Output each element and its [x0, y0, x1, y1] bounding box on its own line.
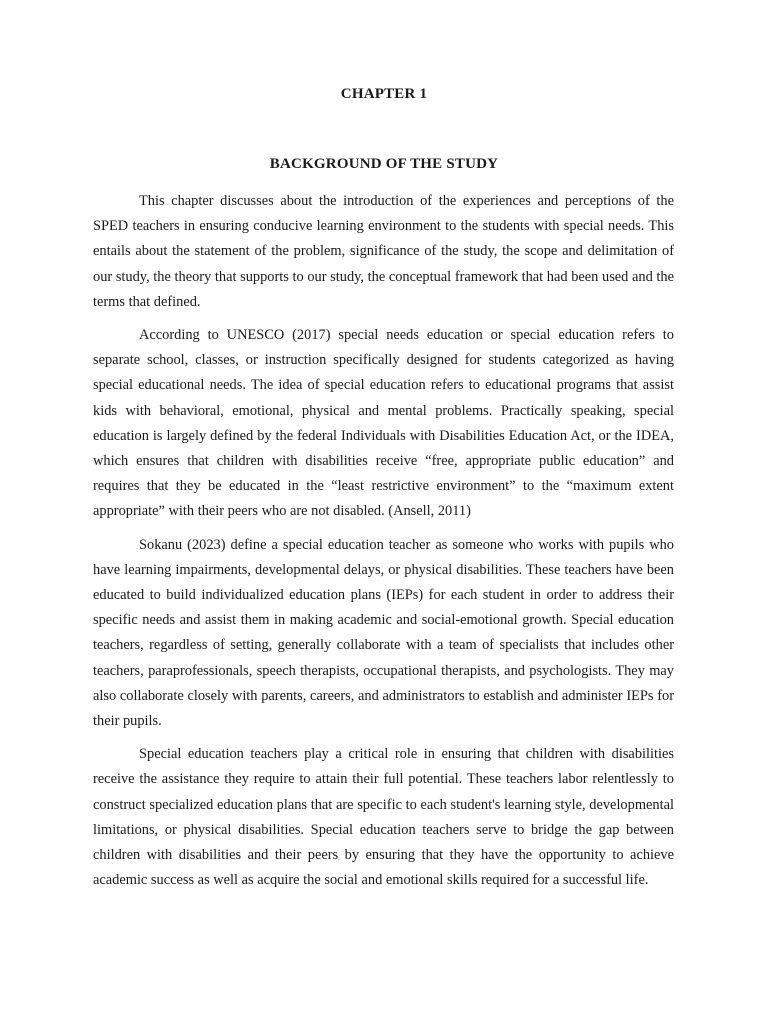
paragraph-intro: This chapter discusses about the introduction of the experiences and perceptions of the SPED teachers in ensuring conducive learning environment to the students with special needs. This entails about the statement of the problem, significance of the study, the scope and delimitation of our study, the theory that supports to our study, the conceptual framework that had been used and the terms that defined. — [93, 193, 674, 310]
body-text — [93, 189, 674, 901]
paragraph-unesco: According to UNESCO (2017) special needs education or special education refers to separate school, classes, or instruction specifically designed for students categorized as having special educational needs. The idea of special education refers to educational programs that assist kids with behavioral, emotional, physical and mental problems. Practically speaking, special education is largely defined by the federal Individuals with Disabilities Education Act, or the IDEA, which ensures that children with disabilities receive “free, appropriate public education” and requires that they be educated in the “least restrictive environment” to the “maximum extent appropriate” with their peers who are not disabled. (Ansell, 2011) — [93, 327, 674, 520]
paragraph-teacher-role: Special education teachers play a critical role in ensuring that children with disabilities receive the assistance they require to attain their full potential. These teachers labor relentlessly to construct specialized education plans that are specific to each student's learning style, developmental limitations, or physical disabilities. Special education teachers serve to bridge the gap between children with disabilities and their peers by ensuring that they have the opportunity to achieve academic success as well as acquire the social and emotional skills required for a successful life. — [93, 746, 674, 889]
chapter-heading: CHAPTER 1 — [340, 86, 428, 102]
section-heading: BACKGROUND OF THE STUDY — [269, 156, 499, 172]
paragraph-sokanu: Sokanu (2023) define a special education teacher as someone who works with pupils who have learning impairments, developmental delays, or physical disabilities. These teachers have been educated to build individualized education plans (IEPs) for each student in order to address their specific needs and assist them in making academic and social-emotional growth. Special education teachers, regardless of setting, generally collaborate with a team of specialists that includes other teachers, paraprofessionals, speech therapists, occupational therapists, and psychologists. They may also collaborate closely with parents, careers, and administrators to establish and administer IEPs for their pupils. — [93, 536, 674, 730]
